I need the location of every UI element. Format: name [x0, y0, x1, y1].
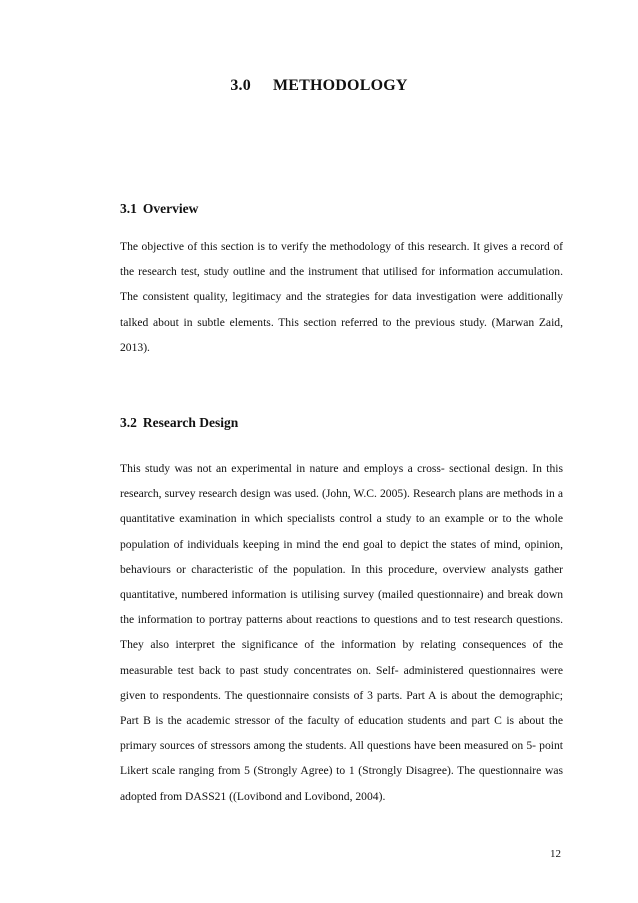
section-number: 3.1 [120, 201, 137, 216]
overview-paragraph: The objective of this section is to verify the methodology of this research. It gives a record of the research test, study outline and the instrument that utilised for information accumulation. The consistent quality, legitimacy and the strategies for data investigation were additionally talked about in subtle elements. This section referred to the previous study. (Marwan Zaid, 2013). [120, 240, 563, 354]
chapter-number: 3.0 [230, 77, 251, 94]
page-number: 12 [550, 848, 561, 860]
chapter-title [0, 77, 638, 95]
research-design-paragraph: This study was not an experimental in nature and employs a cross- sectional design. In this research, survey research design was used. (John, W.C. 2005). Research plans are methods in a quantitative examination in which specialists control a study to an example or to the whole population of individuals keeping in mind the end goal to depict the states of mind, opinion, behaviours or characteristic of the population. In this procedure, overview analysts gather quantitative, numbered information is utilising survey (mailed questionnaire) and break down the information to portray patterns about reactions to questions and to test research questions. They also interpret the significance of the information by relating consequences of the measurable test back to past study concentrates on. Self- administered questionnaires were given to respondents. The questionnaire consists of 3 parts. Part A is about the demographic; Part B is the academic stressor of the faculty of education students and part C is about the primary sources of stressors among the students. All questions have been measured on 5- point Likert scale ranging from 5 (Strongly Agree) to 1 (Strongly Disagree). The questionnaire was adopted from DASS21 ((Lovibond and Lovibond, 2004). [120, 462, 563, 803]
section-title: Overview [142, 201, 199, 216]
section-number: 3.2 [120, 415, 137, 430]
section-heading-overview [120, 201, 198, 217]
section-title: Research Design [142, 415, 239, 430]
section-heading-research-design [120, 415, 238, 431]
chapter-title-text: METHODOLOGY [272, 77, 408, 94]
